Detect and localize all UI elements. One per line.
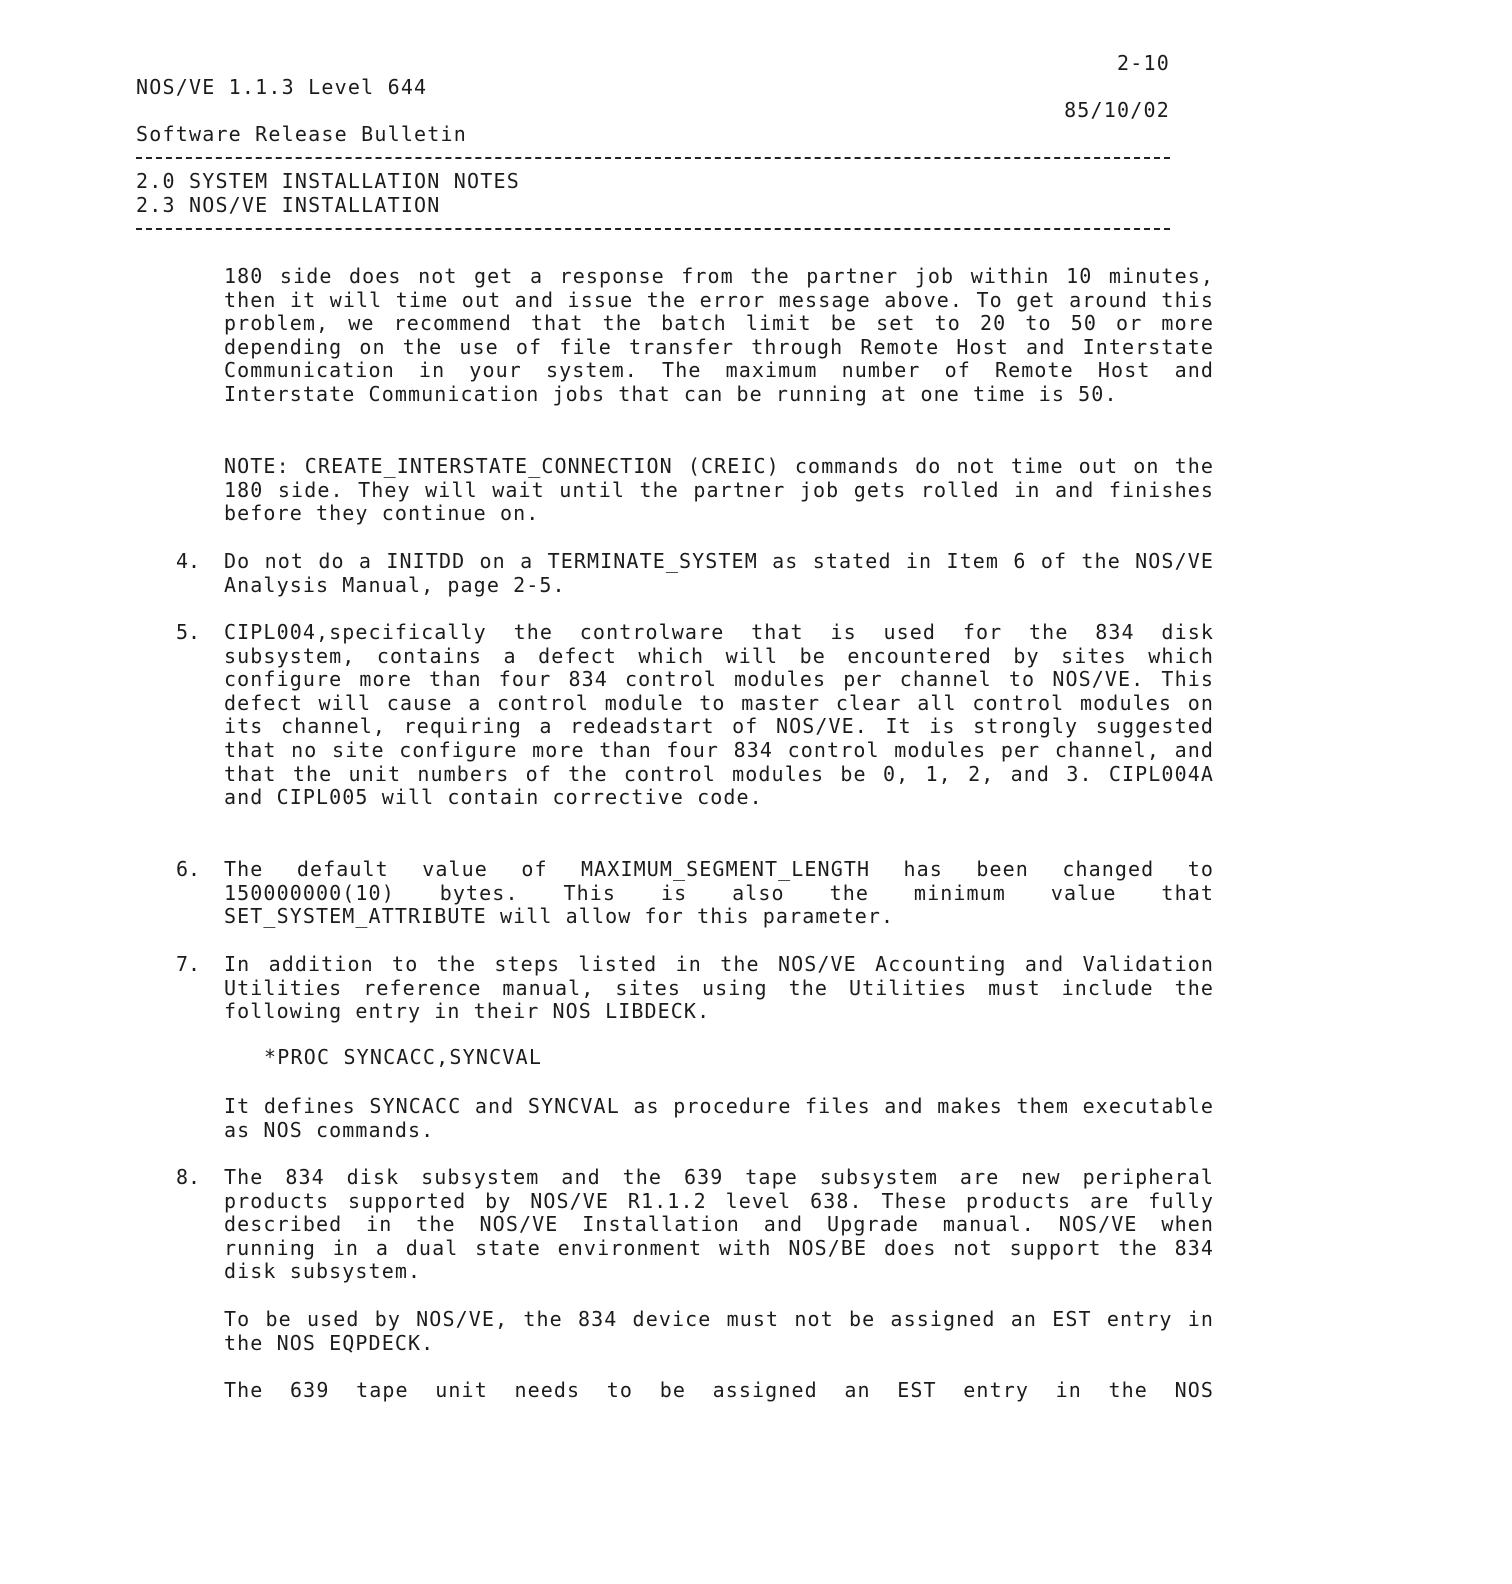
item-number: 6. xyxy=(176,857,201,881)
item-text: The 834 disk subsystem and the 639 tape subsystem are new peripheral products supported by NOS/VE R1.1.2 level 638. These products are fully described in the NOS/VE Installation and Upgrade manual. NOS/VE when running in a dual state environment with NOS/BE does not support the 834 disk subsystem. xyxy=(224,1165,1214,1284)
code-entry: *PROC SYNCACC,SYNCVAL xyxy=(264,1045,543,1069)
paragraph-tape-unit: The 639 tape unit needs to be assigned an EST entry in the NOS xyxy=(224,1378,1214,1402)
document-date: 85/10/02 xyxy=(1064,98,1170,122)
item-number: 7. xyxy=(176,952,201,976)
paragraph-procedure-files: It defines SYNCACC and SYNCVAL as procedure files and makes them executable as NOS commands. xyxy=(224,1094,1214,1142)
item-text: CIPL004,specifically the controlware that is used for the 834 disk subsystem, contains a defect which will be encountered by sites which configure more than four 834 control modules per channel to NOS/VE. This defect will cause a control module to master clear all control modules on its channel, requiring a redeadstart of NOS/VE. It is strongly suggested that no site configure more than four 834 control modules per channel, and that the unit numbers of the control modules be 0, 1, 2, and 3. CIPL004A and CIPL005 will contain corrective code. xyxy=(224,620,1214,810)
item-number: 4. xyxy=(176,549,201,573)
header-separator-top xyxy=(136,157,1170,159)
note-paragraph: NOTE: CREATE_INTERSTATE_CONNECTION (CREIC) commands do not time out on the 180 side. They will wait until the partner job gets rolled in and finishes before they continue on. xyxy=(224,454,1214,526)
header-separator-bottom xyxy=(136,228,1170,230)
product-version: NOS/VE 1.1.3 Level 644 xyxy=(136,75,428,99)
item-number: 8. xyxy=(176,1165,201,1189)
page-number: 2-10 xyxy=(1117,51,1170,75)
paragraph-continued: 180 side does not get a response from the partner job within 10 minutes, then it will time out and issue the error message above. To get around this problem, we recommend that the batch limit be set to 20 to 50 or more depending on the use of file transfer through Remote Host and Interstate Communication in your system. The maximum number of Remote Host and Interstate Communication jobs that can be running at one time is 50. xyxy=(224,264,1214,406)
item-text: In addition to the steps listed in the NOS/VE Accounting and Validation Utilities reference manual, sites using the Utilities must include the following entry in their NOS LIBDECK. xyxy=(224,952,1214,1024)
bulletin-title: Software Release Bulletin xyxy=(136,122,468,146)
item-number: 5. xyxy=(176,620,201,644)
subsection-heading: 2.3 NOS/VE INSTALLATION xyxy=(136,193,441,217)
section-heading: 2.0 SYSTEM INSTALLATION NOTES xyxy=(136,169,520,193)
item-text: The default value of MAXIMUM_SEGMENT_LENGTH has been changed to 150000000(10) bytes. This is also the minimum value that SET_SYSTEM_ATTRIBUTE will allow for this parameter. xyxy=(224,857,1214,929)
paragraph-est-entry: To be used by NOS/VE, the 834 device must not be assigned an EST entry in the NOS EQPDECK. xyxy=(224,1307,1214,1355)
item-text: Do not do a INITDD on a TERMINATE_SYSTEM as stated in Item 6 of the NOS/VE Analysis Manual, page 2-5. xyxy=(224,549,1214,597)
